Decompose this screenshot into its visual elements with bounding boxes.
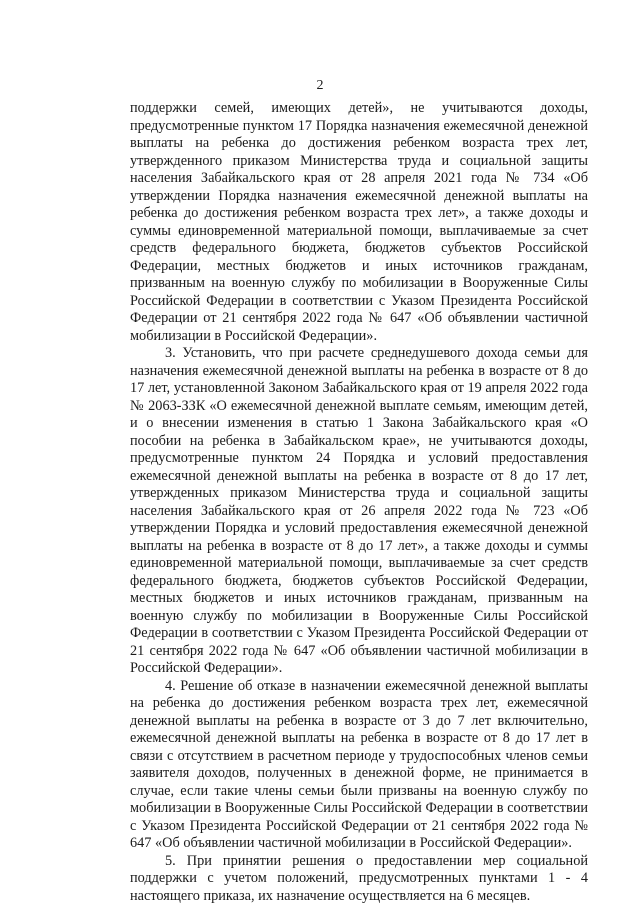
paragraph-continuation: поддержки семей, имеющих детей», не учитываются доходы, предусмотренные пунктом 17 Порядка назначения ежемесячной денежной выплаты на ребенка до достижения ребенком возраста трех лет, утвержденного приказом Министерства труда и социальной защиты населения Забайкальского края от 28 апреля 2021 года № 734 «Об утверждении Порядка назначения ежемесячной денежной выплаты на ребенка до достижения ребенком возраста трех лет», а также доходы и суммы единовременной материальной помощи, выплачиваемые за счет средств федерального бюджета, бюджетов субъектов Российской Федерации, местных бюджетов и иных источников гражданам, призванным на военную службу по мобилизации в Вооруженные Силы Российской Федерации в соответствии с Указом Президента Российской Федерации от 21 сентября 2022 года № 647 «Об объявлении частичной мобилизации в Российской Федерации». xyxy=(130,100,588,344)
paragraph-item-4: 4. Решение об отказе в назначении ежемесячной денежной выплаты на ребенка до достижения ребенком возраста трех лет, ежемесячной денежной выплаты на ребенка в возрасте от 3 до 7 лет включительно, ежемесячной денежной выплаты на ребенка в возрасте от 8 до 17 лет в связи с отсутствием в расчетном периоде у трудоспособных членов семьи заявителя доходов, полученных в денежной форме, не принимается в случае, если такие члены семьи были призваны на военную службу по мобилизации в Вооруженные Силы Российской Федерации в соответствии с Указом Президента Российской Федерации от 21 сентября 2022 года № 647 «Об объявлении частичной мобилизации в Российской Федерации». xyxy=(130,677,588,851)
paragraph-item-5: 5. При принятии решения о предоставлении мер социальной поддержки с учетом положений, предусмотренных пунктами 1 - 4 настоящего приказа, их назначение осуществляется на 6 месяцев. xyxy=(130,852,588,904)
page-number: 2 xyxy=(316,78,324,93)
document-body xyxy=(130,100,588,905)
paragraph-item-3: 3. Установить, что при расчете среднедушевого дохода семьи для назначения ежемесячной денежной выплаты на ребенка в возрасте от 8 до 17 лет, установленной Законом Забайкальского края от 19 апреля 2022 года № 2063-ЗЗК «О ежемесячной денежной выплате семьям, имеющим детей, и о внесении изменения в статью 1 Закона Забайкальского края «О пособии на ребенка в Забайкальском крае», не учитываются доходы, предусмотренные пунктом 24 Порядка и условий предоставления ежемесячной денежной выплаты на ребенка в возрасте от 8 до 17 лет, утвержденных приказом Министерства труда и социальной защиты населения Забайкальского края от 26 апреля 2022 года № 723 «Об утверждении Порядка и условий предоставления ежемесячной денежной выплаты на ребенка в возрасте от 8 до 17 лет», а также доходы и суммы единовременной материальной помощи, выплачиваемые за счет средств федерального бюджета, бюджетов субъектов Российской Федерации, местных бюджетов и иных источников гражданам, призванным на военную службу по мобилизации в Вооруженные Силы Российской Федерации в соответствии с Указом Президента Российской Федерации от 21 сентября 2022 года № 647 «Об объявлении частичной мобилизации в Российской Федерации». xyxy=(130,345,588,676)
